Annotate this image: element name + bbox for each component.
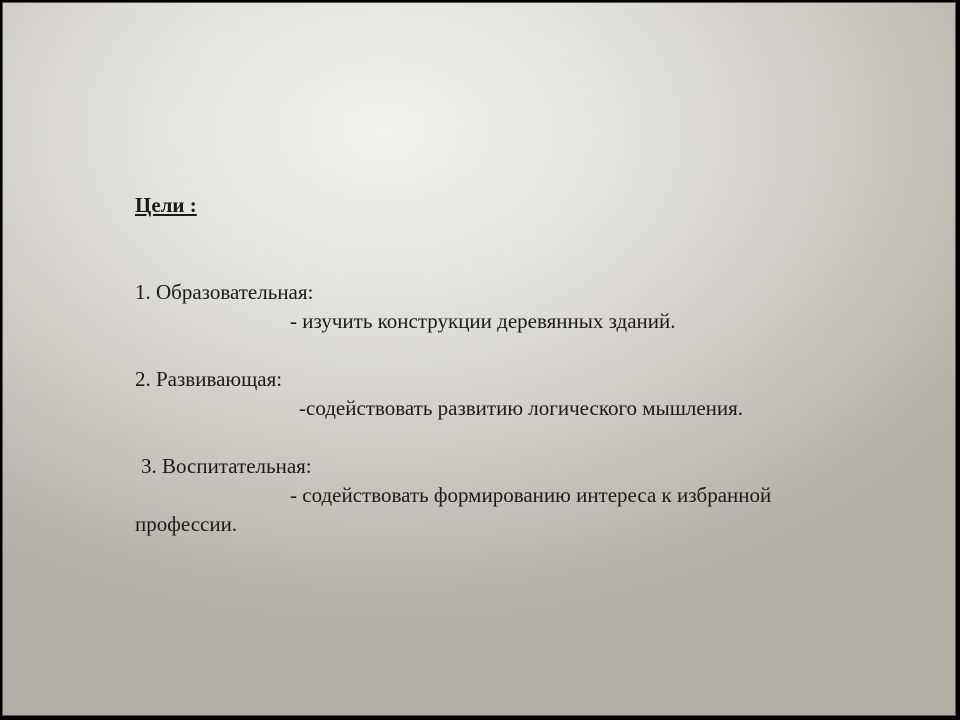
title-line: [135, 191, 895, 220]
goal-heading-upbringing: 3. Воспитательная:: [141, 454, 312, 478]
goal-detail-developmental: -содействовать развитию логического мышления.: [299, 396, 744, 420]
goal-detail-educational: - изучить конструкции деревянных зданий.: [290, 309, 676, 333]
goal-heading-educational: 1. Образовательная:: [135, 280, 314, 304]
slide-title: Цели :: [135, 193, 197, 217]
blank-line: [135, 220, 895, 249]
slide: [2, 2, 956, 716]
goal-detail-upbringing-continued: профессии.: [135, 512, 238, 536]
blank-line: [135, 336, 895, 365]
goal-heading-developmental: 2. Развивающая:: [135, 367, 283, 391]
goal-detail-upbringing: - содействовать формированию интереса к избранной: [290, 483, 772, 507]
blank-line: [135, 423, 895, 452]
slide-content: [135, 191, 895, 539]
blank-line: [135, 249, 895, 278]
